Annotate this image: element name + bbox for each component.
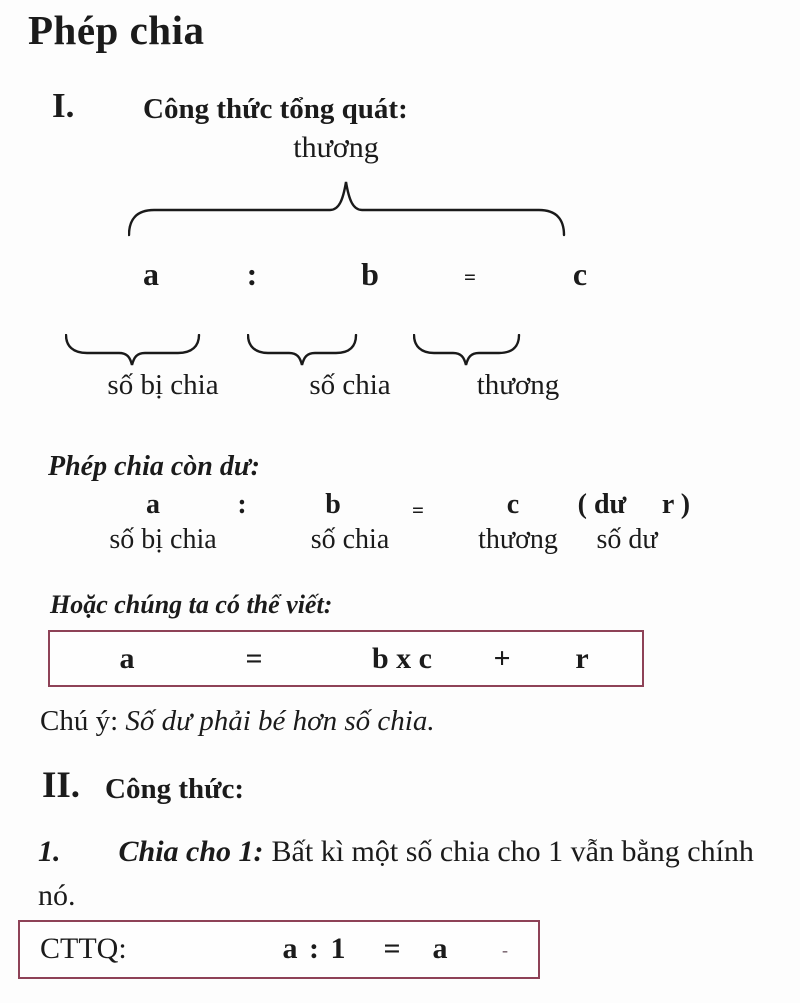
section-1-numeral: I. xyxy=(52,86,75,125)
formula-term: c xyxy=(506,489,520,520)
divisor-label: số chia xyxy=(309,369,391,401)
note-line xyxy=(40,705,435,738)
formula-term: a xyxy=(282,932,298,965)
remainder-heading: Phép chia còn dư: xyxy=(48,451,260,482)
formula-term: r xyxy=(575,642,589,675)
divisor-label: số chia xyxy=(310,524,390,555)
section-1-heading: Công thức tổng quát: xyxy=(143,93,408,125)
formula-term: c xyxy=(572,256,588,292)
quotient-top-label: thương xyxy=(293,131,379,164)
stray-dash: - xyxy=(502,940,508,960)
note-text: Số dư phải bé hơn số chia. xyxy=(125,705,435,737)
page-title: Phép chia xyxy=(28,7,205,53)
formula-term: b x c xyxy=(372,642,432,675)
formula-term: b xyxy=(361,256,379,292)
formula-operator: : xyxy=(237,489,247,520)
formula-term: a xyxy=(146,489,160,520)
dividend-label: số bị chia xyxy=(109,524,217,555)
formula-term: 1 xyxy=(330,932,346,965)
remainder-open: ( dư xyxy=(577,489,627,520)
underbrace-divisor xyxy=(247,334,358,368)
quotient-label: thương xyxy=(478,524,558,555)
underbrace-quotient xyxy=(413,334,521,368)
formula-equals: = xyxy=(464,265,476,289)
section-2-numeral: II. xyxy=(42,765,81,806)
formula-equals: = xyxy=(383,932,401,965)
remainder-label: số dư xyxy=(596,524,658,555)
formula-term: a xyxy=(143,256,159,292)
formula-operator: : xyxy=(309,932,319,965)
formula-equals: = xyxy=(412,498,424,522)
formula-operator: : xyxy=(246,256,258,292)
quotient-label: thương xyxy=(476,369,560,401)
formula-term: b xyxy=(325,489,341,520)
formula-term: a xyxy=(432,932,448,965)
rule-1-label: Chia cho 1: xyxy=(118,835,264,868)
note-prefix: Chú ý: xyxy=(40,705,119,737)
section-2-heading: Công thức: xyxy=(105,773,245,805)
boxed-formula xyxy=(48,630,644,687)
formula-operator: + xyxy=(493,642,511,675)
dividend-label: số bị chia xyxy=(107,369,219,401)
rule-1-number: 1. xyxy=(38,835,61,868)
alt-note-heading: Hoặc chúng ta có thể viết: xyxy=(50,590,333,619)
cttq-label: CTTQ: xyxy=(40,932,127,965)
formula-term: a xyxy=(119,642,135,675)
formula-equals: = xyxy=(245,642,263,675)
rule-1-paragraph xyxy=(38,830,783,918)
overbrace xyxy=(128,178,566,238)
underbrace-dividend xyxy=(65,334,201,368)
rule-1-text: Bất kì một số chia cho 1 vẫn bằng chính nó. xyxy=(38,835,754,913)
cttq-box xyxy=(18,920,540,979)
remainder-close: r ) xyxy=(661,489,691,520)
